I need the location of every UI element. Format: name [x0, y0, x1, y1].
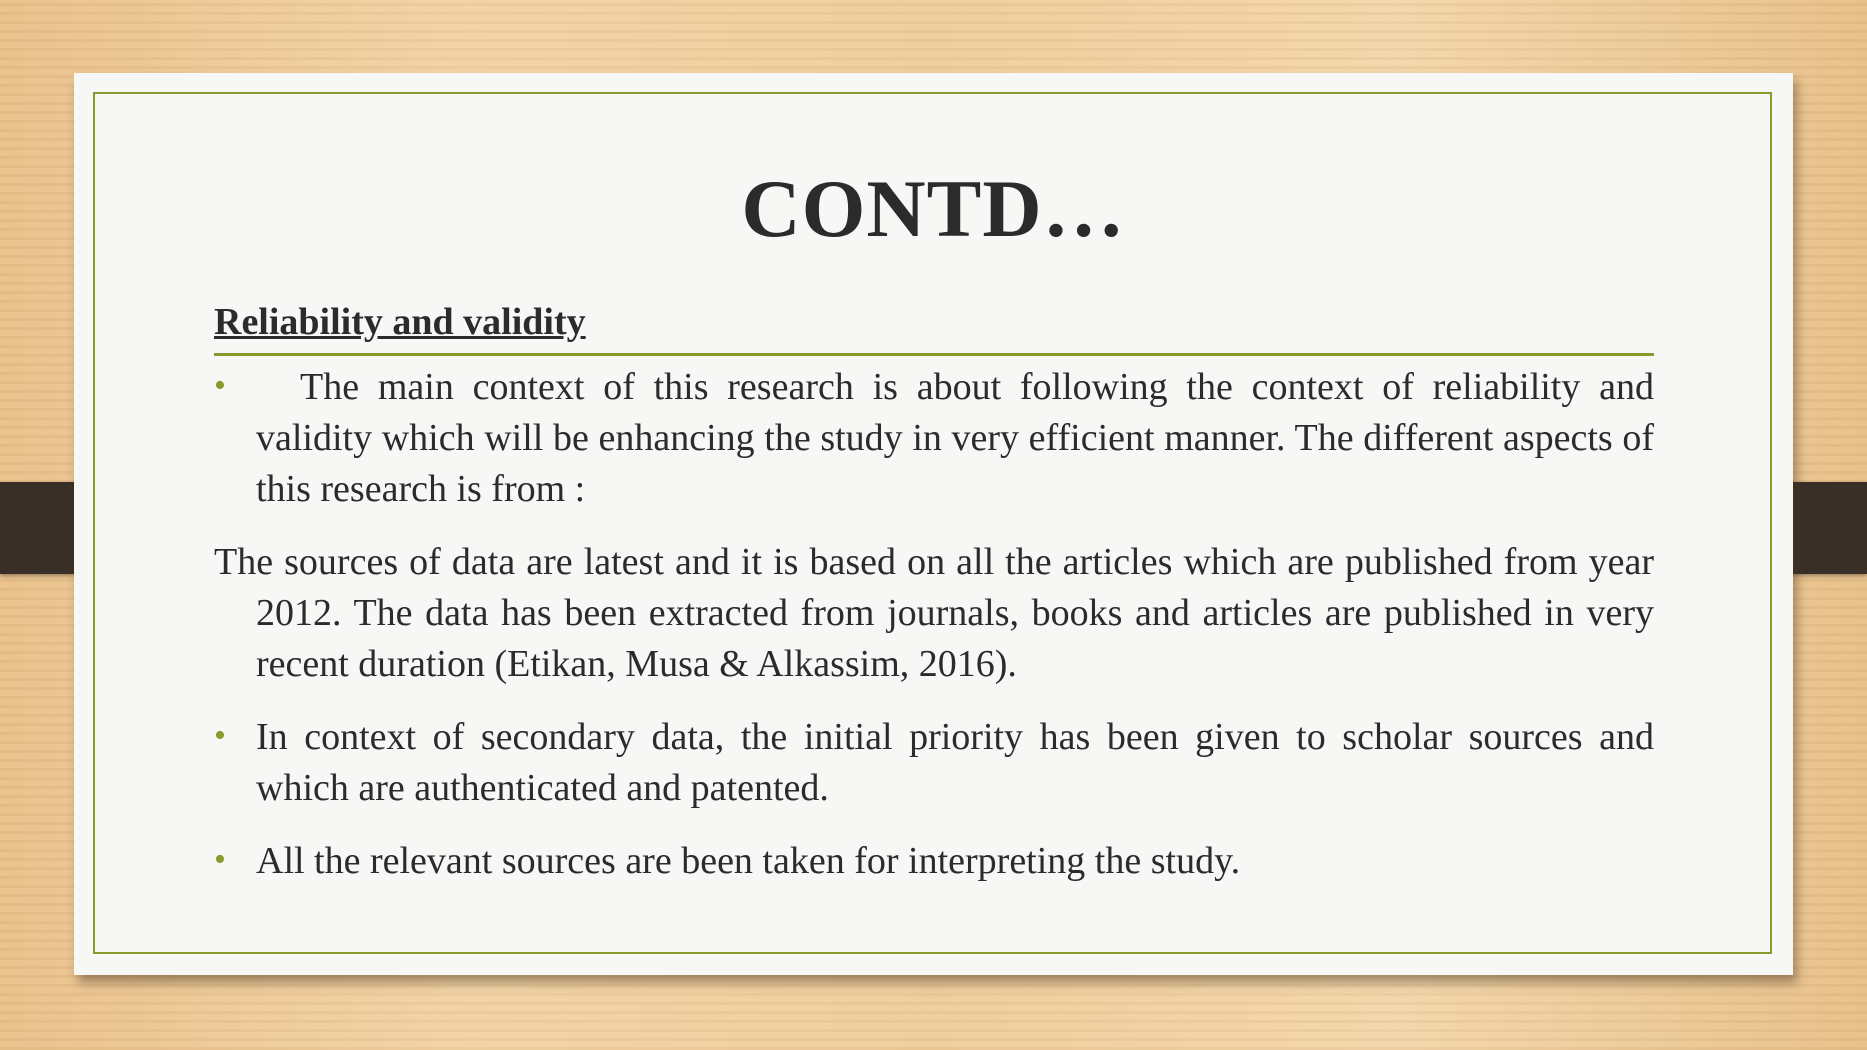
bullet-paragraph: [214, 362, 1654, 515]
section-subheading: Reliability and validity: [214, 301, 586, 343]
subheading-divider: [214, 353, 1654, 356]
slide-card: [74, 73, 1793, 975]
body-paragraph: [214, 537, 1654, 690]
bullet-paragraph: [214, 836, 1654, 887]
slide-content: [214, 303, 1654, 887]
paragraph-text: All the relevant sources are been taken for interpreting the study.: [256, 840, 1241, 882]
bullet-paragraph: [214, 712, 1654, 814]
paragraph-text: In context of secondary data, the initial priority has been given to scholar sources and which are authenticated and patented.: [256, 716, 1654, 809]
bullet-marker: •: [214, 717, 226, 754]
slide-title: CONTD…: [741, 163, 1126, 254]
paragraph-text: The sources of data are latest and it is based on all the articles which are published from year 2012. The data has been extracted from journals, books and articles are published in very recent duration (Etikan, Musa & Alkassim, 2016).: [214, 541, 1654, 685]
bullet-marker: •: [214, 841, 226, 878]
bullet-marker: •: [214, 367, 226, 404]
paragraph-text: The main context of this research is about following the context of reliability and validity which will be enhancing the study in very efficient manner. The different aspects of this research is from :: [256, 366, 1654, 510]
